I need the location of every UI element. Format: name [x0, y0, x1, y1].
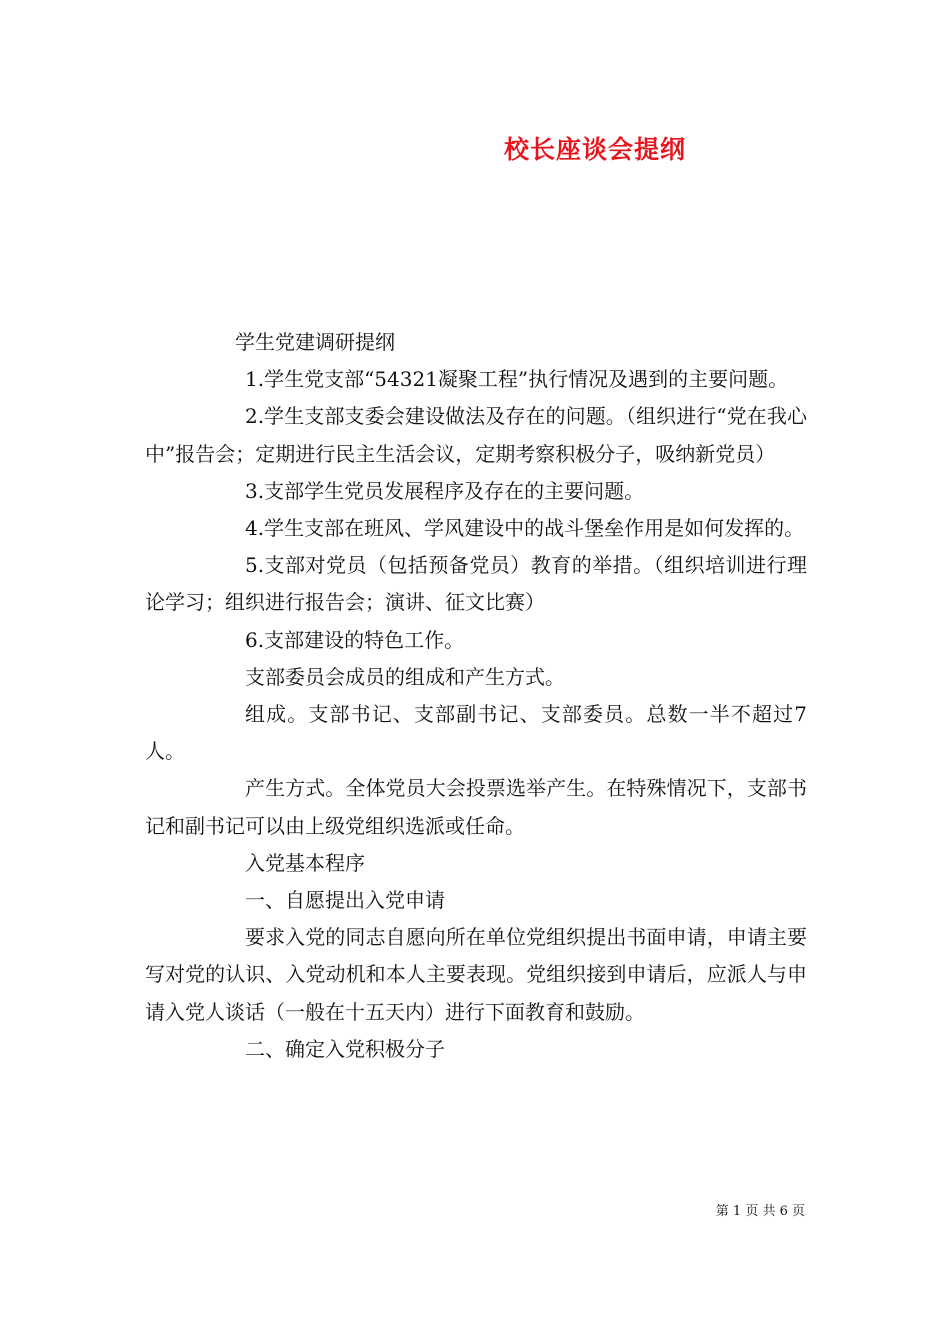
paragraph-step-1-body: 要求入党的同志自愿向所在单位党组织提出书面申请，申请主要写对党的认识、入党动机和本人主要表现。党组织接到申请后，应派人与申请入党人谈话（一般在十五天内）进行下面教育和鼓励。	[145, 925, 807, 1024]
paragraph-committee-composition: 支部委员会成员的组成和产生方式。	[245, 664, 565, 689]
paragraph-composition: 组成。支部书记、支部副书记、支部委员。总数一半不超过7人。	[145, 702, 807, 764]
paragraph-step-1-heading: 一、自愿提出入党申请	[245, 888, 445, 913]
paragraph-item-3: 3.支部学生党员发展程序及存在的主要问题。	[245, 478, 645, 503]
paragraph-item-1: 1.学生党支部“54321凝聚工程”执行情况及遇到的主要问题。	[245, 367, 789, 392]
document-body	[145, 324, 807, 1068]
paragraph-item-4: 4.学生支部在班风、学风建设中的战斗堡垒作用是如何发挥的。	[245, 516, 805, 541]
paragraph-item-6: 6.支部建设的特色工作。	[245, 627, 465, 652]
paragraph-admission-procedure-heading: 入党基本程序	[245, 850, 365, 875]
paragraph-item-5: 5.支部对党员（包括预备党员）教育的举措。（组织培训进行理论学习；组织进行报告会；演讲、征文比赛）	[145, 553, 807, 615]
paragraph-item-2: 2.学生支部支委会建设做法及存在的问题。（组织进行“党在我心中”报告会；定期进行民主生活会议，定期考察积极分子，吸纳新党员）	[145, 404, 807, 466]
document-title: 校长座谈会提纲	[503, 135, 686, 164]
paragraph-step-2-heading: 二、确定入党积极分子	[245, 1036, 445, 1061]
paragraph-election-method: 产生方式。全体党员大会投票选举产生。在特殊情况下，支部书记和副书记可以由上级党组织选派或任命。	[145, 776, 807, 838]
page-number-footer: 第 1 页 共 6 页	[715, 1204, 805, 1219]
paragraph-research-outline-heading: 学生党建调研提纲	[235, 330, 395, 354]
